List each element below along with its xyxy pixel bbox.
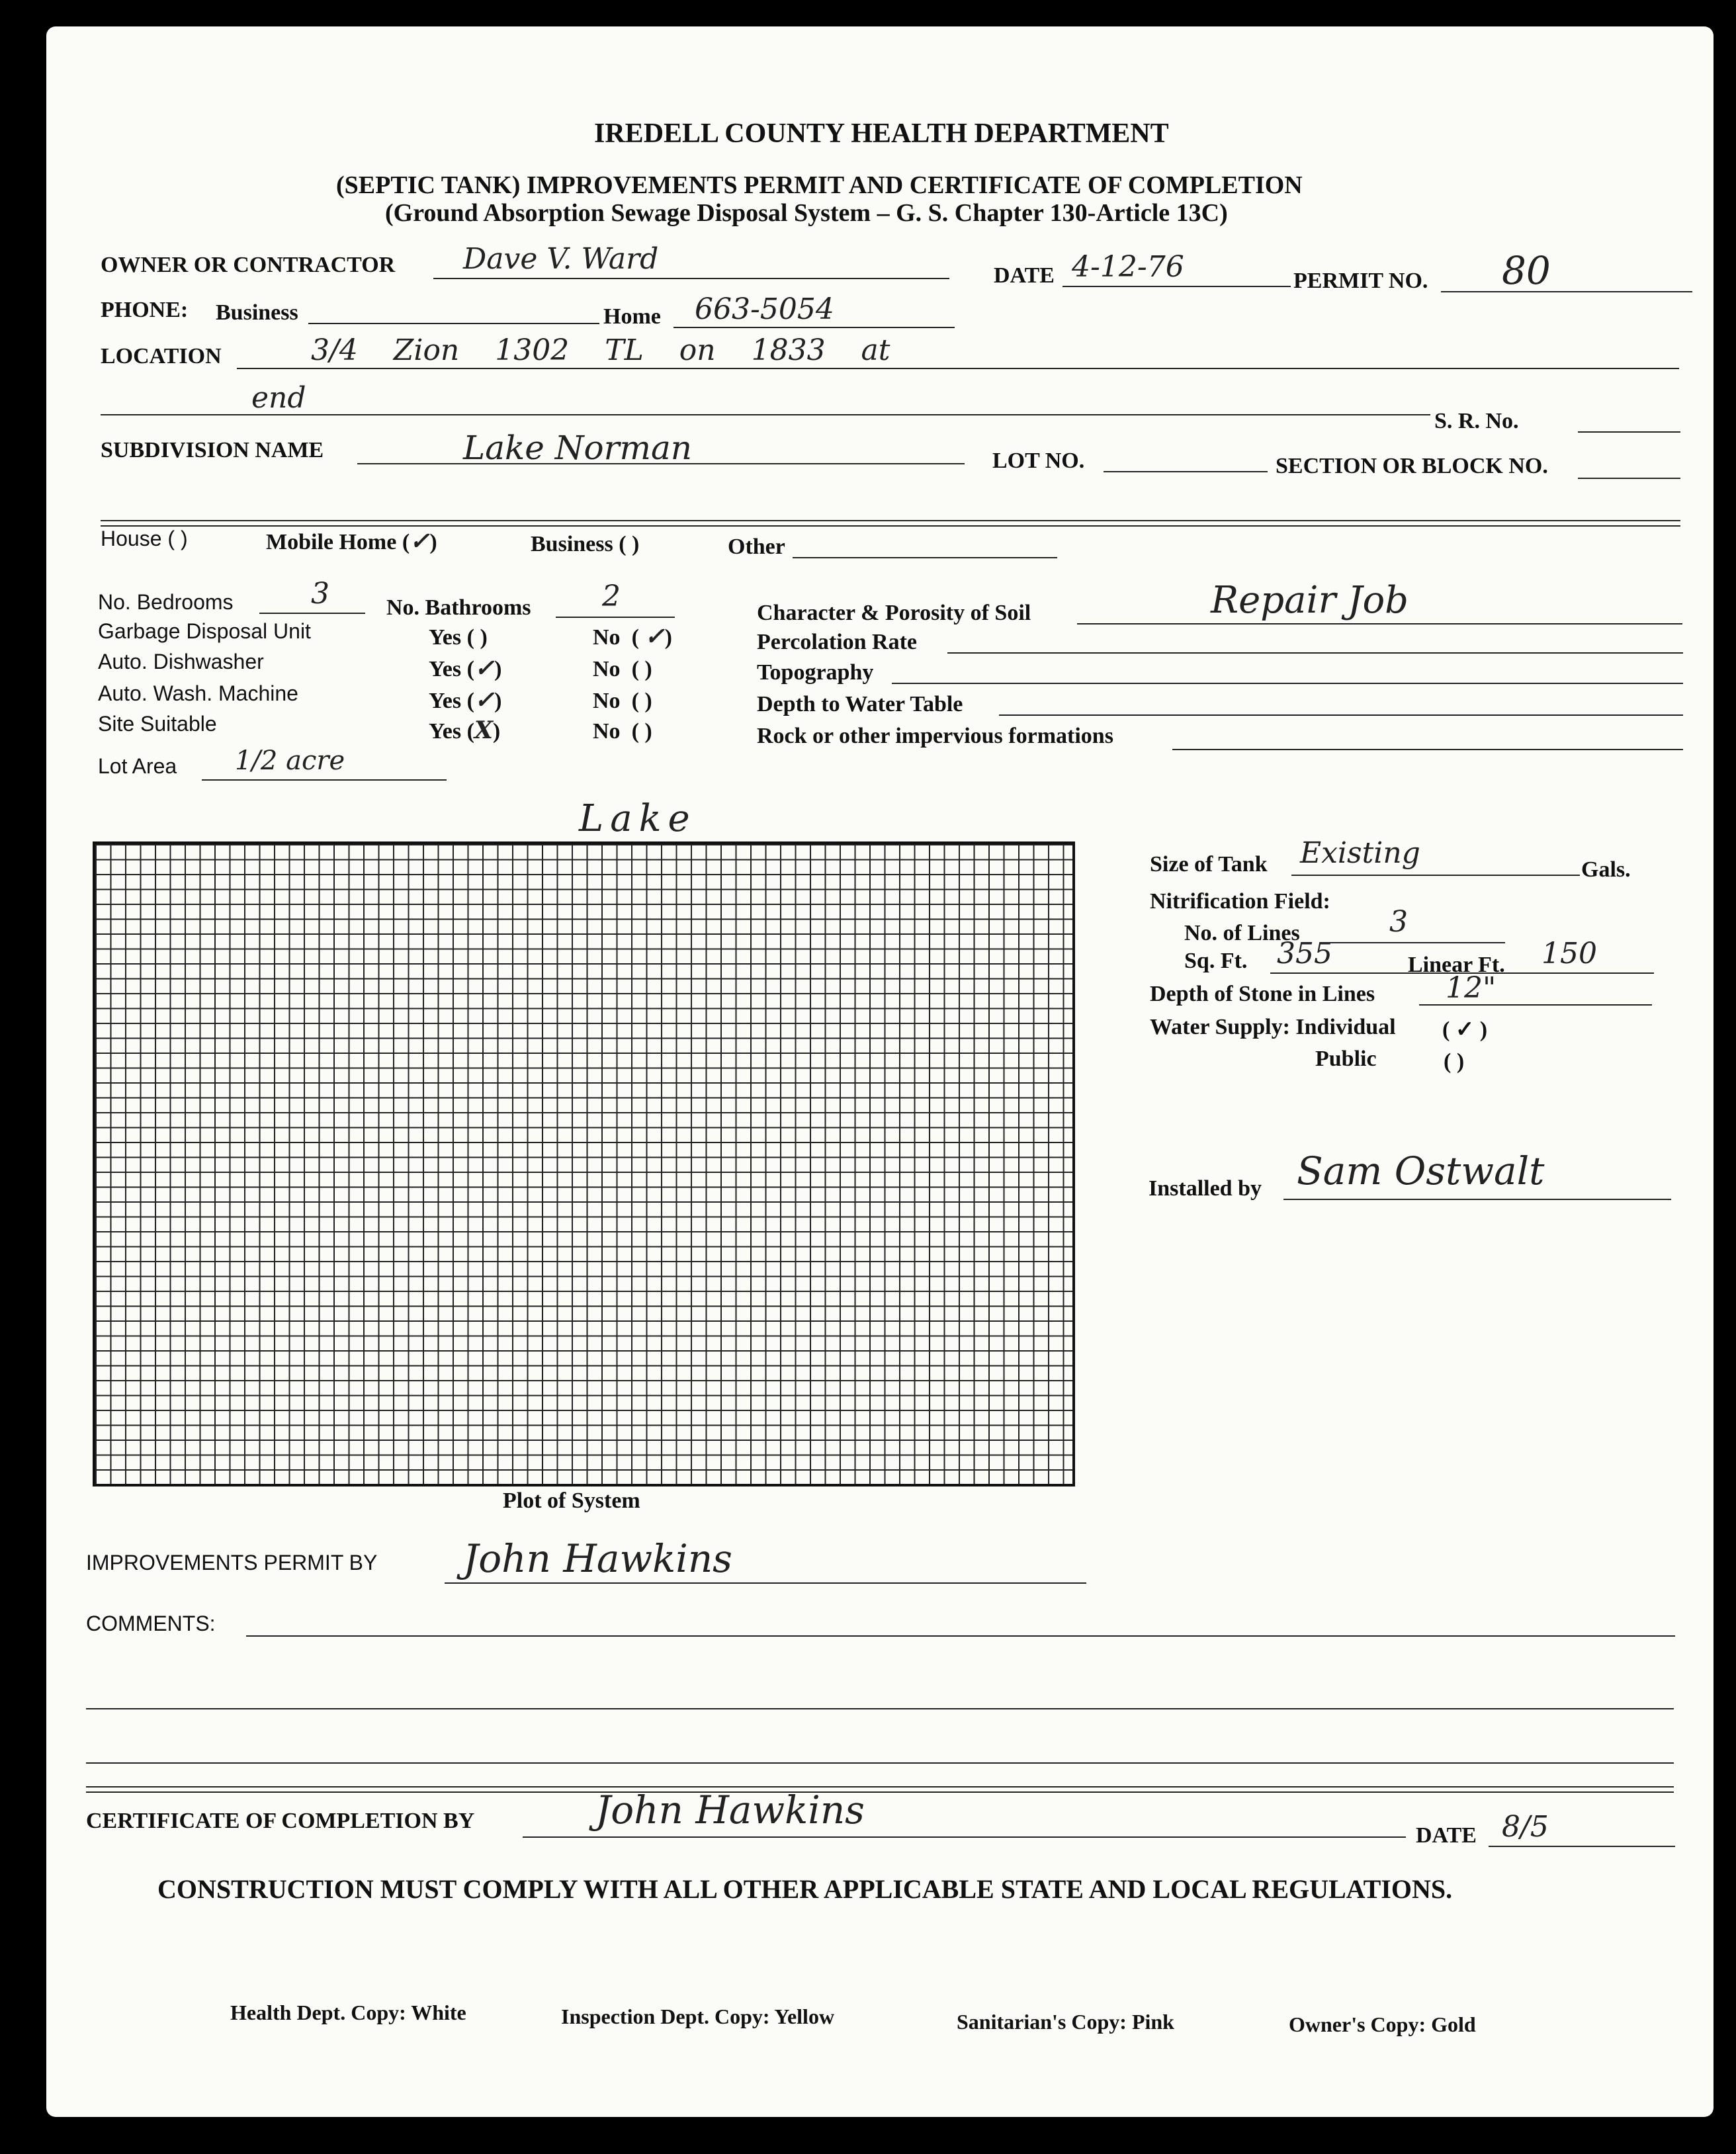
sqft-value: 355 (1277, 937, 1332, 970)
installed-by-line (1283, 1199, 1671, 1200)
department-heading: IREDELL COUNTY HEALTH DEPARTMENT (594, 118, 1169, 149)
lot-no-label: LOT NO. (992, 449, 1085, 473)
topography-line (892, 683, 1683, 684)
business-phone-line (308, 323, 599, 324)
soil-character-line (1077, 623, 1682, 625)
yes-mark: ✓ (474, 654, 495, 682)
yes-mark: ✓ (474, 686, 495, 714)
water-table-label: Depth to Water Table (757, 692, 963, 716)
water-individual-check: ( ✓ ) (1442, 1017, 1488, 1042)
water-supply-label: Water Supply: Individual (1150, 1015, 1396, 1039)
permit-by-line (445, 1582, 1086, 1584)
sr-no-label: S. R. No. (1434, 409, 1519, 433)
other-option: Other (728, 535, 785, 559)
permit-no-line (1441, 291, 1692, 292)
location-line-2-value: end (251, 381, 306, 415)
water-table-line (999, 714, 1683, 716)
copy-inspection-dept: Inspection Dept. Copy: Yellow (561, 2004, 835, 2028)
mobile-home-check: ✓ (410, 527, 430, 555)
lines-value: 3 (1389, 905, 1408, 939)
section-block-label: SECTION OR BLOCK NO. (1276, 454, 1548, 478)
bathrooms-line (556, 617, 675, 618)
location-line-1-value: 3/4 Zion 1302 TL on 1833 at (311, 333, 890, 367)
section-divider (101, 520, 1680, 527)
lot-area-value: 1/2 acre (235, 746, 345, 776)
owner-label: OWNER OR CONTRACTOR (101, 253, 396, 277)
mobile-home-option (266, 529, 437, 554)
feature-no-site: No ( ) (593, 719, 652, 744)
no-label: No (593, 625, 621, 650)
business-option: Business ( ) (531, 532, 640, 556)
tank-size-line (1291, 875, 1580, 876)
sr-no-line (1578, 431, 1680, 433)
lines-label: No. of Lines (1184, 921, 1300, 945)
no-label: No (593, 657, 621, 681)
permit-by-label: IMPROVEMENTS PERMIT BY (86, 1551, 378, 1574)
phone-label: PHONE: (101, 298, 189, 322)
feature-yes-washer: Yes (✓) (429, 686, 502, 714)
feature-no-dishwasher: No ( ) (593, 657, 652, 681)
comments-line-2 (86, 1708, 1674, 1709)
copy-health-dept: Health Dept. Copy: White (230, 2001, 466, 2024)
permit-by-signature: John Hawkins (463, 1536, 732, 1581)
rock-line (1172, 749, 1683, 750)
certificate-divider (86, 1786, 1674, 1793)
certificate-line (523, 1836, 1406, 1838)
owner-value: Dave V. Ward (463, 242, 659, 276)
date-label: DATE (994, 263, 1055, 288)
no-label: No (593, 719, 621, 744)
permit-no-value: 80 (1502, 248, 1551, 293)
yes-label: Yes (429, 719, 462, 744)
bedrooms-line (259, 613, 365, 614)
feature-no-garbage: No ( ✓) (593, 623, 672, 650)
business-phone-label: Business (216, 300, 298, 325)
certificate-date-line (1489, 1846, 1675, 1847)
water-public-label: Public (1315, 1047, 1377, 1071)
nitrification-label: Nitrification Field: (1150, 889, 1330, 914)
tank-size-value: Existing (1300, 836, 1420, 870)
section-block-line (1578, 478, 1680, 479)
percolation-line (947, 652, 1683, 654)
feature-yes-site: Yes (X) (429, 716, 501, 744)
form-title: (SEPTIC TANK) IMPROVEMENTS PERMIT AND CERTIFICATE OF COMPLETION (336, 171, 1303, 199)
house-option: House ( ) (101, 527, 188, 550)
compliance-notice: CONSTRUCTION MUST COMPLY WITH ALL OTHER APPLICABLE STATE AND LOCAL REGULATIONS. (157, 1874, 1453, 1904)
linear-ft-value: 150 (1541, 937, 1597, 970)
subdivision-label: SUBDIVISION NAME (101, 438, 324, 462)
comments-line-3 (86, 1762, 1674, 1764)
yes-label: Yes (429, 689, 462, 713)
soil-character-value: Repair Job (1211, 579, 1409, 622)
date-line (1063, 286, 1291, 287)
lot-no-line (1104, 471, 1268, 472)
copy-sanitarian: Sanitarian's Copy: Pink (957, 2010, 1174, 2034)
certificate-date-value: 8/5 (1502, 1810, 1549, 1844)
bathrooms-value: 2 (602, 580, 621, 613)
location-label: LOCATION (101, 344, 222, 368)
comments-label: COMMENTS: (86, 1612, 216, 1635)
water-public-check: ( ) (1444, 1049, 1465, 1074)
certificate-label: CERTIFICATE OF COMPLETION BY (86, 1809, 475, 1833)
feature-label-washer: Auto. Wash. Machine (98, 681, 298, 705)
date-value: 4-12-76 (1072, 250, 1184, 284)
comments-line-1 (246, 1635, 1675, 1637)
lot-area-line (202, 779, 447, 781)
mobile-home-close: ) (429, 530, 437, 554)
feature-label-site: Site Suitable (98, 712, 217, 736)
linear-ft-label: Linear Ft. (1408, 953, 1505, 977)
certificate-signature: John Hawkins (595, 1788, 865, 1832)
bathrooms-label: No. Bathrooms (386, 595, 531, 620)
no-mark: ✓ (644, 623, 665, 650)
installed-by-signature: Sam Ostwalt (1297, 1148, 1545, 1193)
percolation-label: Percolation Rate (757, 630, 918, 654)
lines-line (1320, 942, 1505, 943)
rock-label: Rock or other impervious formations (757, 724, 1113, 748)
form-subtitle: (Ground Absorption Sewage Disposal System – G. S. Chapter 130-Article 13C) (385, 199, 1228, 227)
tank-size-label: Size of Tank (1150, 852, 1268, 877)
bedrooms-value: 3 (311, 577, 329, 611)
feature-label-garbage: Garbage Disposal Unit (98, 619, 311, 643)
other-line (793, 557, 1057, 558)
stone-depth-label: Depth of Stone in Lines (1150, 982, 1375, 1006)
location-line-1 (237, 368, 1679, 369)
permit-no-label: PERMIT NO. (1293, 269, 1428, 293)
certificate-date-label: DATE (1416, 1823, 1477, 1848)
stone-depth-value: 12" (1446, 971, 1497, 1005)
yes-label: Yes (429, 657, 462, 681)
installed-by-label: Installed by (1149, 1176, 1262, 1201)
subdivision-value: Lake Norman (463, 429, 692, 467)
home-phone-line (673, 327, 955, 328)
home-phone-label: Home (603, 304, 661, 329)
sqft-label: Sq. Ft. (1184, 949, 1248, 973)
mobile-home-label: Mobile Home ( (266, 530, 410, 554)
feature-label-dishwasher: Auto. Dishwasher (98, 650, 264, 673)
plot-annotation: Lake (579, 797, 697, 840)
no-label: No (593, 689, 621, 713)
plot-caption: Plot of System (503, 1488, 640, 1513)
plot-grid (93, 841, 1075, 1486)
feature-yes-garbage: Yes ( ) (429, 625, 488, 650)
lot-area-label: Lot Area (98, 754, 177, 778)
gals-label: Gals. (1581, 857, 1631, 882)
owner-line (433, 278, 949, 279)
topography-label: Topography (757, 660, 874, 685)
feature-yes-dishwasher: Yes (✓) (429, 654, 502, 682)
yes-mark: X (474, 716, 493, 744)
yes-label: Yes (429, 625, 462, 650)
home-phone-value: 663-5054 (695, 292, 834, 326)
bedrooms-label: No. Bedrooms (98, 590, 234, 614)
feature-no-washer: No ( ) (593, 689, 652, 713)
copy-owner: Owner's Copy: Gold (1289, 2012, 1476, 2036)
soil-character-label: Character & Porosity of Soil (757, 601, 1031, 625)
